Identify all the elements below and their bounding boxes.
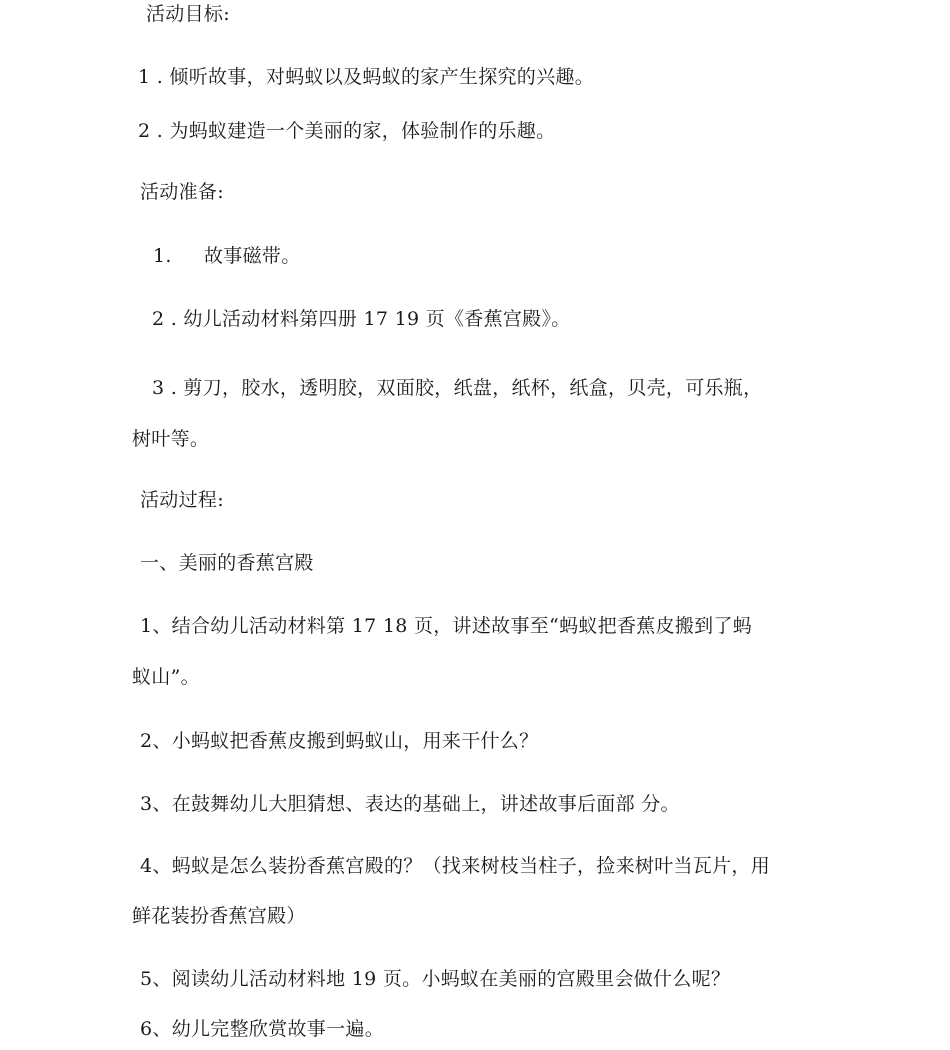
goal-item-2: 2 . 为蚂蚁建造一个美丽的家，体验制作的乐趣。 (138, 120, 556, 142)
step-2: 2、小蚂蚁把香蕉皮搬到蚂蚁山，用来干什么？ (140, 730, 539, 752)
prep-item-1-number: 1. (153, 245, 172, 267)
prep-item-2: 2 . 幼儿活动材料第四册 17 19 页《香蕉宫殿》。 (152, 308, 571, 330)
step-4-line-1: 4、蚂蚁是怎么装扮香蕉宫殿的？（找来树枝当柱子，捡来树叶当瓦片，用 (140, 855, 770, 877)
step-6: 6、幼儿完整欣赏故事一遍。 (140, 1018, 384, 1040)
prep-item-1-text: 故事磁带。 (204, 245, 301, 267)
goals-heading: 活动目标: (146, 3, 230, 25)
process-heading: 活动过程: (140, 489, 224, 511)
step-1-line-2: 蚁山”。 (132, 666, 200, 688)
prep-heading: 活动准备: (140, 181, 224, 203)
step-5: 5、阅读幼儿活动材料地 19 页。小蚂蚁在美丽的宫殿里会做什么呢？ (140, 968, 731, 990)
goal-item-1: 1 . 倾听故事，对蚂蚁以及蚂蚁的家产生探究的兴趣。 (138, 66, 595, 88)
step-4-line-2: 鲜花装扮香蕉宫殿） (132, 905, 306, 927)
prep-item-3-line-2: 树叶等。 (132, 428, 210, 450)
section-1-title: 一、美丽的香蕉宫殿 (140, 552, 314, 574)
step-1-line-1: 1、结合幼儿活动材料第 17 18 页，讲述故事至“蚂蚁把香蕉皮搬到了蚂 (140, 615, 753, 637)
prep-item-3-line-1: 3 . 剪刀，胶水，透明胶，双面胶，纸盘，纸杯，纸盒，贝壳，可乐瓶， (152, 377, 763, 399)
step-3: 3、在鼓舞幼儿大胆猜想、表达的基础上，讲述故事后面部 分。 (140, 793, 680, 815)
